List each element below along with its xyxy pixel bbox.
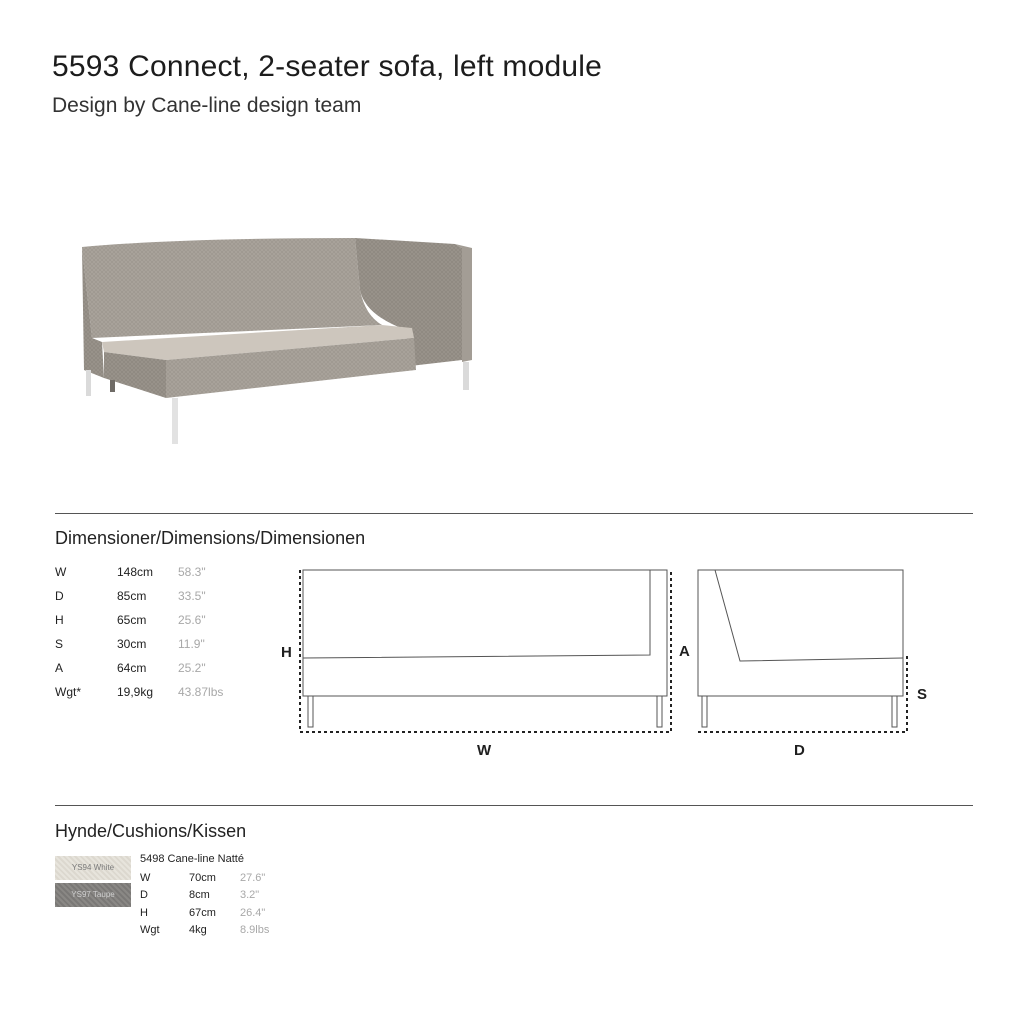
dim-metric: 85cm [117,589,147,603]
cushions-heading: Hynde/Cushions/Kissen [55,821,247,841]
dimension-row-weight [55,680,223,704]
dim-imperial: 25.6" [178,613,206,627]
dim-key: S [55,637,64,651]
section-divider [55,513,973,514]
cushion-metric: 8cm [189,889,210,902]
cushion-dimensions-table [140,869,269,939]
dimension-row-s [55,632,223,656]
side-view-drawing [698,570,903,727]
cushion-imperial: 8.9lbs [240,924,270,937]
dimensions-heading: Dimensioner/Dimensions/Dimensionen [55,528,366,548]
cushion-row-h [140,904,269,922]
label-h: H [281,644,292,661]
dim-metric: 19,9kg [117,685,154,699]
swatch-white: YS94 White [55,856,131,880]
cushion-metric: 70cm [189,871,216,884]
dimension-row-h [55,608,223,632]
front-view-drawing [303,570,667,727]
dim-metric: 30cm [117,637,147,651]
cushion-key: Wgt [140,924,160,937]
cushion-imperial: 26.4" [240,906,266,919]
cushion-key: W [140,871,151,884]
page-title: 5593 Connect, 2-seater sofa, left module [52,50,602,83]
dim-imperial: 58.3" [178,565,206,579]
cushion-metric: 4kg [189,924,207,937]
dim-imperial: 43.87lbs [178,685,224,699]
dimensions-table [55,560,223,704]
label-s: S [917,686,928,703]
dim-metric: 148cm [117,565,154,579]
front-view-dashed-box [300,570,671,732]
section-divider [55,805,973,806]
dimension-row-d [55,584,223,608]
dim-metric: 65cm [117,613,147,627]
swatch-taupe: YS97 Taupe [55,883,131,907]
dimension-row-w [55,560,223,584]
label-w: W [477,742,492,759]
dim-key: A [55,661,64,675]
cushion-key: H [140,906,148,919]
dim-key: D [55,589,64,603]
dim-imperial: 11.9" [178,637,205,651]
label-a: A [679,643,690,660]
dim-key: H [55,613,64,627]
sofa-module-photo [60,210,520,470]
label-d: D [794,742,805,759]
cushion-key: D [140,889,148,902]
cushion-metric: 67cm [189,906,216,919]
cushion-imperial: 27.6" [240,871,266,884]
dim-imperial: 25.2" [178,661,206,675]
cushion-imperial: 3.2" [240,889,260,902]
dimension-row-a [55,656,223,680]
cushion-row-d [140,887,269,905]
cushion-name: 5498 Cane-line Natté [140,853,244,865]
dim-key: W [55,565,67,579]
side-view-dashed-box [698,655,907,732]
dim-metric: 64cm [117,661,147,675]
page-subtitle: Design by Cane-line design team [52,94,362,117]
dim-key: Wgt* [55,685,82,699]
dimension-drawing [270,560,950,770]
cushion-row-w [140,869,269,887]
cushion-row-weight [140,922,269,940]
dim-imperial: 33.5" [178,589,206,603]
